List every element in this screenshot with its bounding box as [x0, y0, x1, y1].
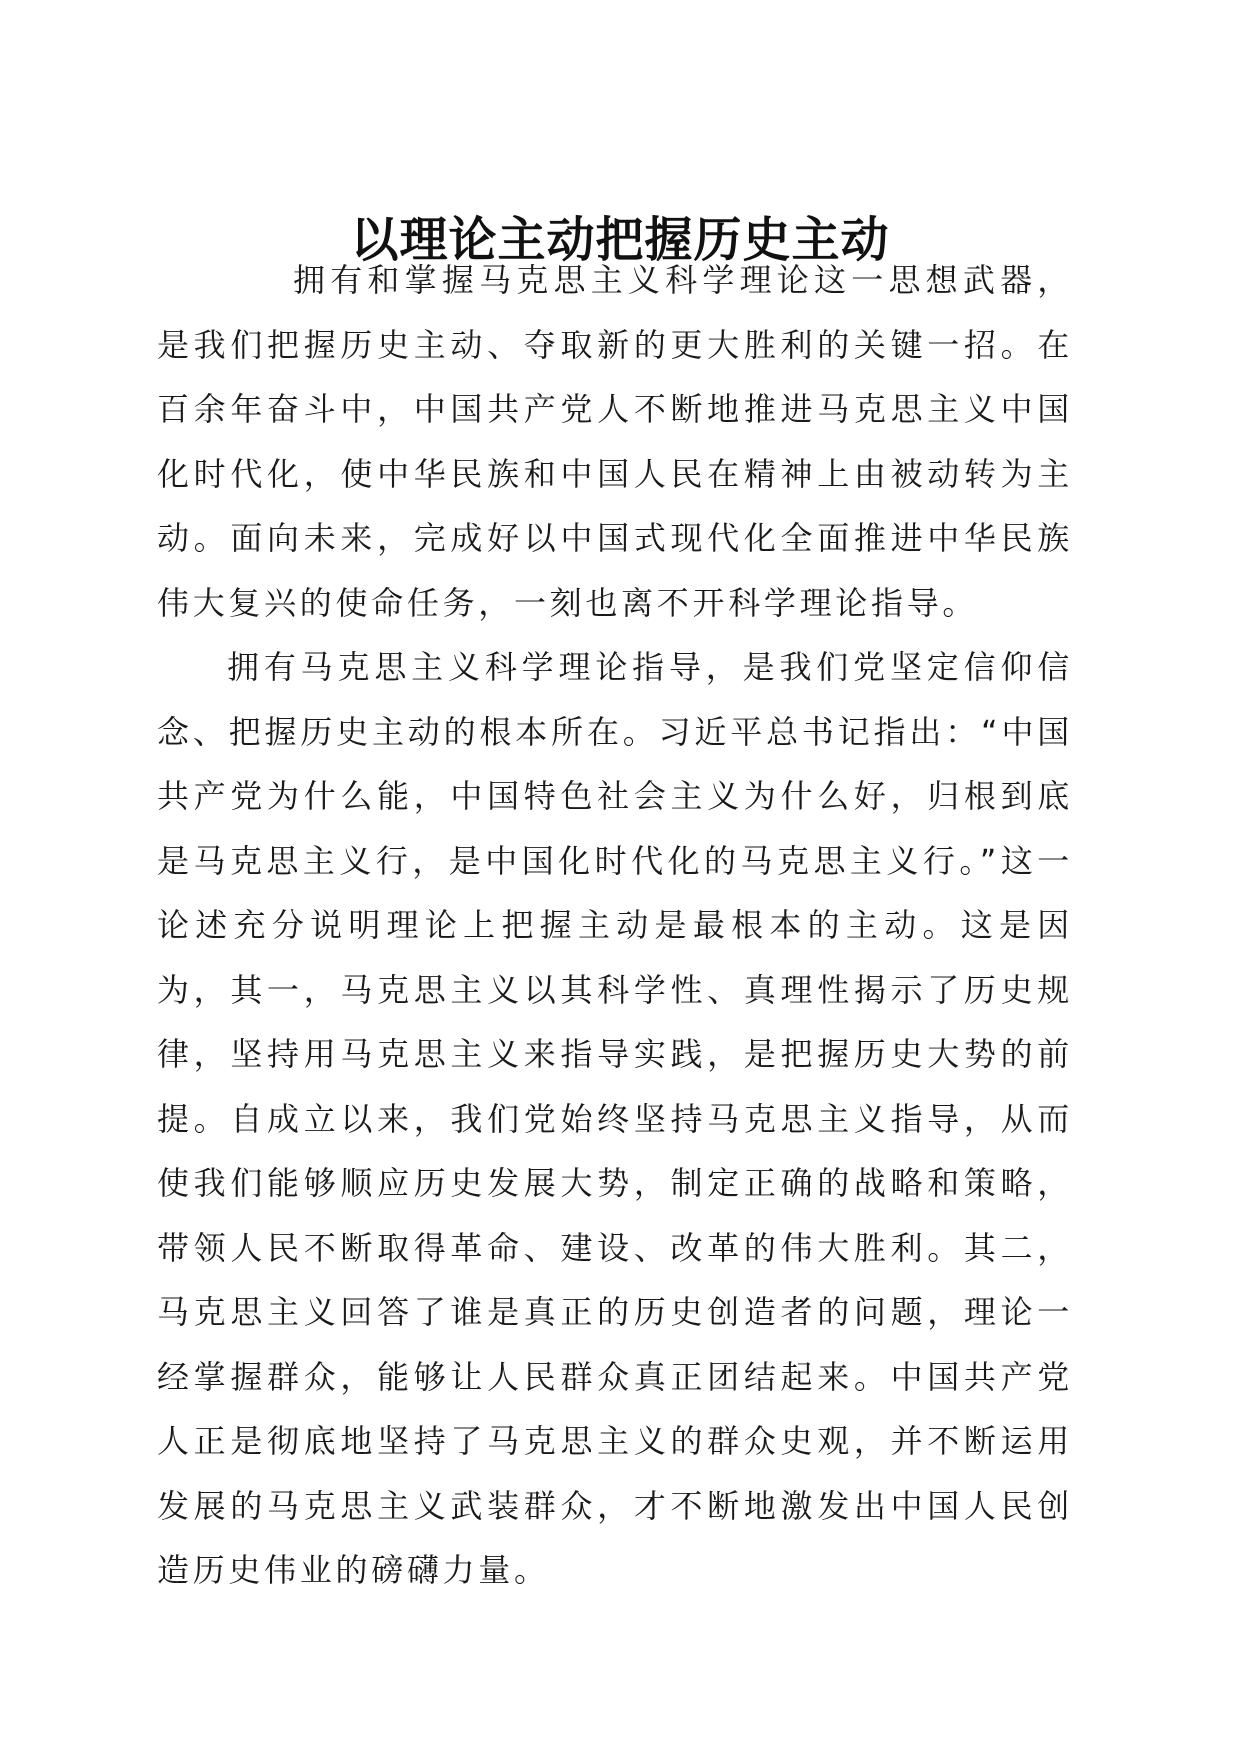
paragraph-2: 拥有马克思主义科学理论指导，是我们党坚定信仰信念、把握历史主动的根本所在。习近平总书记指出：“中国共产党为什么能，中国特色社会主义为什么好，归根到底是马克思主义行，是中国化时代化的马克思主义行。”这一论述充分说明理论上把握主动是最根本的主动。这是因为，其一，马克思主义以其科学性、真理性揭示了历史规律，坚持用马克思主义来指导实践，是把握历史大势的前提。自成立以来，我们党始终坚持马克思主义指导，从而使我们能够顺应历史发展大势，制定正确的战略和策略，带领人民不断取得革命、建设、改革的伟大胜利。其二，马克思主义回答了谁是真正的历史创造者的问题，理论一经掌握群众，能够让人民群众真正团结起来。中国共产党人正是彻底地坚持了马克思主义的群众史观，并不断运用发展的马克思主义武装群众，才不断地激发出中国人民创造历史伟业的磅礴力量。 — [157, 648, 1073, 1589]
document-body — [157, 248, 1073, 1603]
document-title: 以理论主动把握历史主动 — [350, 212, 890, 269]
paragraph-1: 拥有和掌握马克思主义科学理论这一思想武器，是我们把握历史主动、夺取新的更大胜利的关键一招。在百余年奋斗中，中国共产党人不断地推进马克思主义中国化时代化，使中华民族和中国人民在精神上由被动转为主动。面向未来，完成好以中国式现代化全面推进中华民族伟大复兴的使命任务，一刻也离不开科学理论指导。 — [157, 261, 1073, 622]
